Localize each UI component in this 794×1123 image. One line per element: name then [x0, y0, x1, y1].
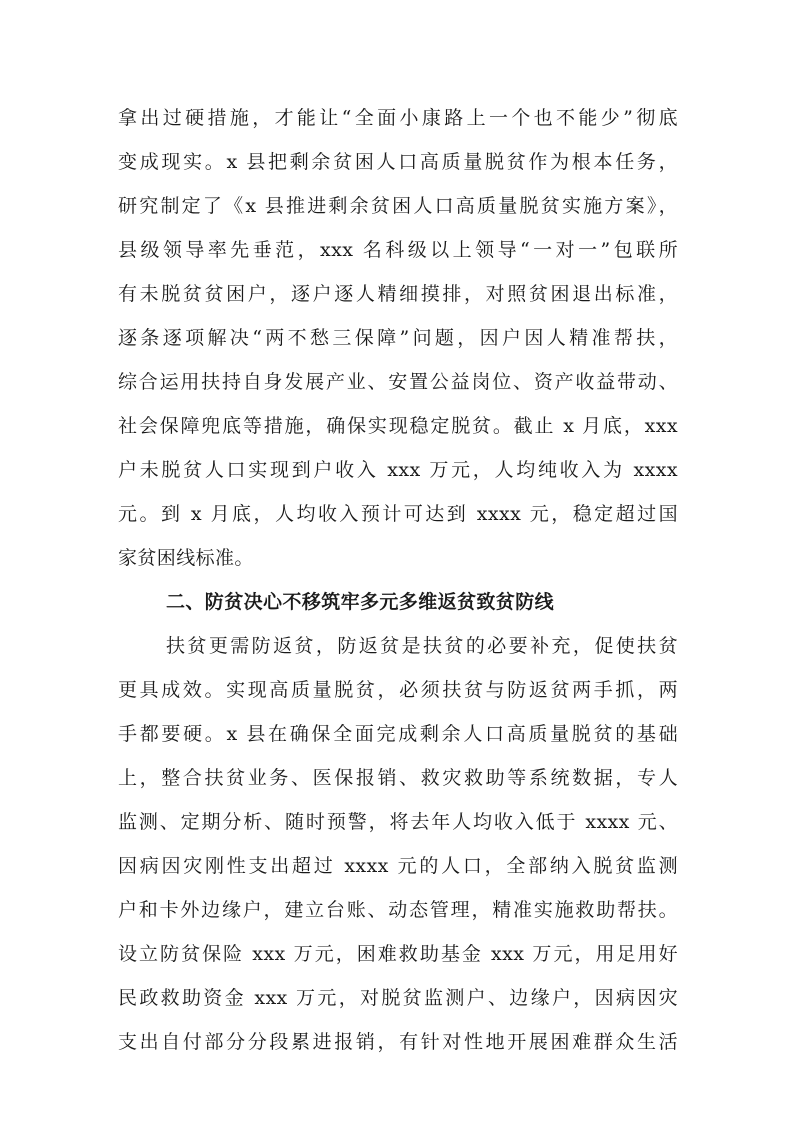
section-heading: 二、防贫决心不移筑牢多元多维返贫致贫防线 [166, 591, 555, 613]
paragraph-line: 拿出过硬措施，才能让“全面小康路上一个也不能少”彻底 [118, 107, 678, 129]
paragraph-line: 元。到 x 月底，人均收入预计可达到 xxxx 元，稳定超过国 [118, 503, 678, 525]
paragraph-line: 更具成效。实现高质量脱贫，必须扶贫与防返贫两手抓，两 [118, 679, 678, 701]
paragraph-line: 县级领导率先垂范，xxx 名科级以上领导“一对一”包联所 [118, 239, 678, 261]
paragraph-line: 社会保障兜底等措施，确保实现稳定脱贫。截止 x 月底，xxx [118, 415, 678, 437]
paragraph-line: 家贫困线标准。 [118, 547, 254, 569]
paragraph-line: 设立防贫保险 xxx 万元，困难救助基金 xxx 万元，用足用好 [118, 943, 678, 965]
paragraph-line: 扶贫更需防返贫，防返贫是扶贫的必要补充，促使扶贫 [166, 635, 678, 657]
paragraph-line: 民政救助资金 xxx 万元，对脱贫监测户、边缘户，因病因灾 [118, 987, 678, 1009]
paragraph-line: 变成现实。x 县把剩余贫困人口高质量脱贫作为根本任务， [118, 151, 678, 173]
paragraph-line: 上，整合扶贫业务、医保报销、救灾救助等系统数据，专人 [118, 767, 678, 789]
paragraph-line: 综合运用扶持自身发展产业、安置公益岗位、资产收益带动、 [118, 371, 678, 393]
paragraph-line: 逐条逐项解决“两不愁三保障”问题，因户因人精准帮扶， [118, 327, 678, 349]
paragraph-line: 户和卡外边缘户，建立台账、动态管理，精准实施救助帮扶。 [118, 899, 678, 921]
paragraph-line: 研究制定了《x 县推进剩余贫困人口高质量脱贫实施方案》， [118, 195, 678, 217]
paragraph-line: 手都要硬。x 县在确保全面完成剩余人口高质量脱贫的基础 [118, 723, 678, 745]
paragraph-line: 有未脱贫贫困户，逐户逐人精细摸排，对照贫困退出标准， [118, 283, 678, 305]
paragraph-line: 支出自付部分分段累进报销，有针对性地开展困难群众生活 [118, 1031, 678, 1053]
paragraph-line: 因病因灾刚性支出超过 xxxx 元的人口，全部纳入脱贫监测 [118, 855, 678, 877]
paragraph-line: 户未脱贫人口实现到户收入 xxx 万元，人均纯收入为 xxxx [118, 459, 678, 481]
paragraph-line: 监测、定期分析、随时预警，将去年人均收入低于 xxxx 元、 [118, 811, 678, 833]
